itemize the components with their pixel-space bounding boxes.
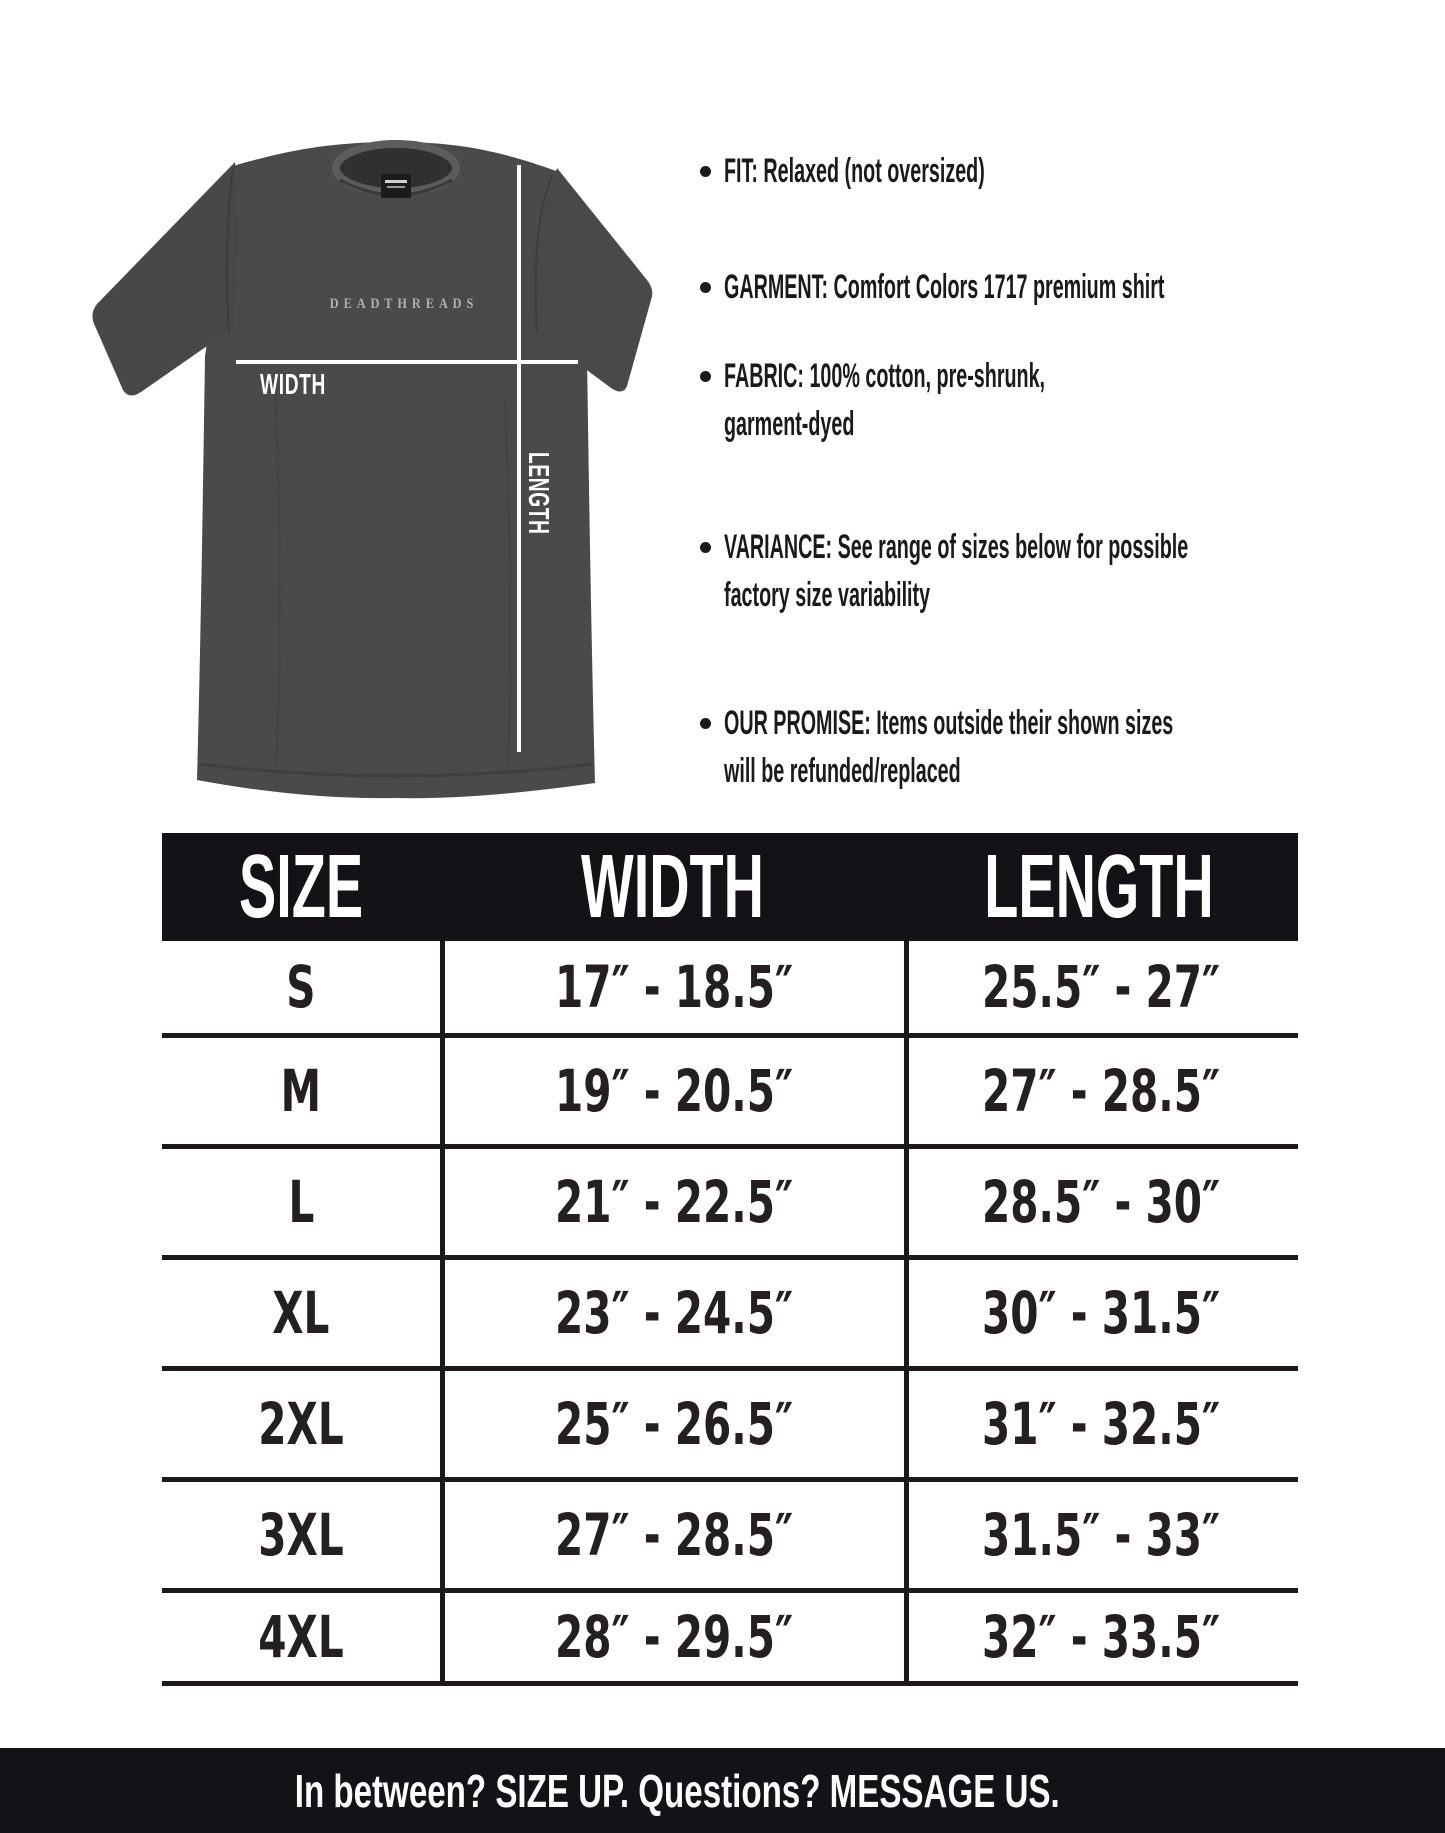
cell-width: 19″ - 20.5″ [440,1038,904,1144]
cell-length: 25.5″ - 27″ [904,941,1293,1033]
list-item [700,523,1445,619]
header-size: SIZE [238,836,364,937]
cell-size: M [280,1057,322,1125]
size-table [162,833,1298,1686]
cell-width: 23″ - 24.5″ [440,1260,904,1366]
bullet-dot-icon [700,371,711,382]
detail-promise-line1: OUR PROMISE: Items outside their shown sizes [724,704,1174,742]
cell-width: 17″ - 18.5″ [440,941,904,1033]
table-row [162,1260,1298,1371]
width-measure-label: WIDTH [260,369,327,401]
cell-size: S [286,953,316,1021]
cell-width: 27″ - 28.5″ [440,1482,904,1588]
bullet-dot-icon [700,166,711,177]
length-measure-label: LENGTH [522,452,554,535]
header-width: WIDTH [580,836,764,937]
bullet-dot-icon [700,542,711,553]
table-row [162,941,1298,1038]
cell-size: L [288,1168,314,1236]
cell-length: 31.5″ - 33″ [904,1482,1293,1588]
bullet-dot-icon [700,718,711,729]
cell-length: 30″ - 31.5″ [904,1260,1293,1366]
table-row [162,1371,1298,1482]
list-item [700,699,1445,795]
cell-size: 3XL [258,1501,344,1569]
detail-fabric-line2: garment-dyed [724,405,855,443]
list-item [700,352,1278,448]
cell-size: XL [272,1279,330,1347]
tshirt-graphic [75,128,665,808]
table-row [162,1482,1298,1593]
cell-length: 28.5″ - 30″ [904,1149,1293,1255]
size-table-header [162,833,1298,941]
list-item [700,147,1174,195]
table-row [162,1593,1298,1686]
detail-fabric-line1: FABRIC: 100% cotton, pre-shrunk, [724,357,1046,395]
detail-promise-line2: will be refunded/replaced [724,752,961,790]
header-length: LENGTH [983,836,1214,937]
cell-width: 28″ - 29.5″ [440,1593,904,1681]
cell-length: 27″ - 28.5″ [904,1038,1293,1144]
cell-length: 31″ - 32.5″ [904,1371,1293,1477]
table-row [162,1038,1298,1149]
detail-variance-line1: VARIANCE: See range of sizes below for possible [724,528,1189,566]
width-measure-line [236,360,578,364]
cell-length: 32″ - 33.5″ [904,1593,1293,1681]
cell-width: 25″ - 26.5″ [440,1371,904,1477]
length-measure-label-wrap [524,452,554,582]
bullet-dot-icon [700,282,711,293]
cell-size: 4XL [258,1603,344,1671]
cell-width: 21″ - 22.5″ [440,1149,904,1255]
footer-message: In between? SIZE UP. Questions? MESSAGE US. [295,1764,1060,1817]
detail-fit: FIT: Relaxed (not oversized) [724,152,985,190]
detail-garment: GARMENT: Comfort Colors 1717 premium shirt [724,268,1165,306]
shirt-figure [0,0,720,830]
detail-variance-line2: factory size variability [724,576,931,614]
footer-bar [0,1748,1445,1833]
list-item [700,263,1445,311]
shirt-brand-print: DEADTHREADS [329,296,479,312]
cell-size: 2XL [258,1390,344,1458]
table-row [162,1149,1298,1260]
